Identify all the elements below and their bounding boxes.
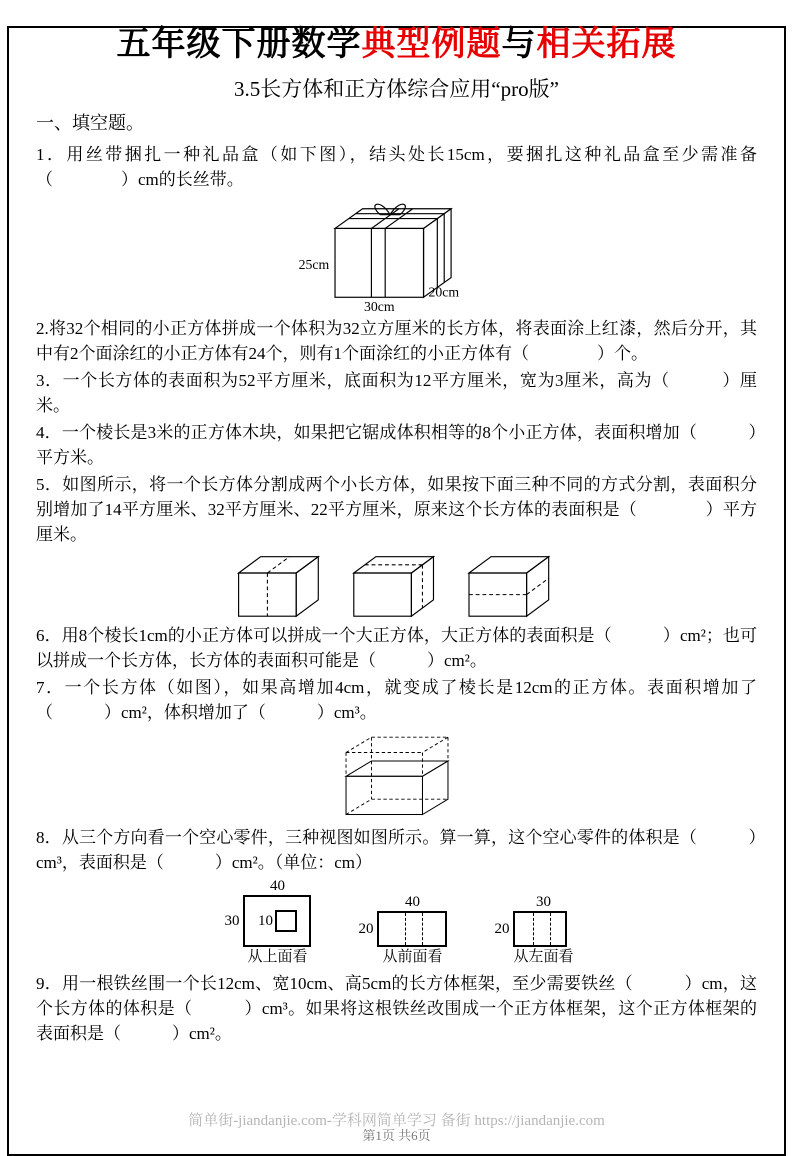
view-from-left [489,893,573,967]
cut-box-horizontal [469,557,549,617]
cut-box-depth [353,557,433,617]
view-left-dim: 20 [494,920,510,937]
problem-5-text: 5．如图所示，将一个长方体分割成两个小长方体，如果按下面三种不同的方式分割，表面积分别增加了14平方厘米、32平方厘米、22平方厘米，原来这个长方体的表面积是（ ）平方厘米。 [36,475,757,544]
view-rect [377,911,447,947]
view-left-dim: 20 [358,920,374,937]
view-top-dim: 40 [269,878,285,894]
view-from-front [353,893,447,967]
inner-hole-square [275,910,297,932]
section-heading: 一、填空题。 [36,113,144,133]
problem-1-text: 1．用丝带捆扎一种礼品盒（如下图），结头处长15cm，要捆扎这种礼品盒至少需准备（ ）cm的长丝带。 [36,145,757,189]
cut-boxes-figure [36,549,757,621]
problem-6-text: 6．用8个棱长1cm的小正方体可以拼成一个大正方体，大正方体的表面积是（ ）cm²；也可以拼成一个长方体，长方体的表面积可能是（ ）cm²。 [36,626,757,670]
problem-4-text: 4．一个棱长是3米的正方体木块，如果把它锯成体积相等的8个小正方体，表面积增加（ ）平方米。 [36,423,757,467]
problem-9-text: 9．用一根铁丝围一个长12cm、宽10cm、高5cm的长方体框架，至少需要铁丝（ ）cm，这个长方体的体积是（ ）cm³。如果将这根铁丝改围成一个正方体框架，这个正方体框架的表面积是（ ）cm²。 [36,974,757,1043]
hidden-edge-line [422,913,423,945]
giftbox-drawing [289,194,504,314]
problem-7-text: 7．一个长方体（如图），如果高增加4cm，就变成了棱长是12cm的正方体。表面积增加了（ ）cm²，体积增加了（ ）cm³。 [36,678,757,722]
cuboid-extension-figure [36,727,757,823]
cuboid-hidden-edges [346,761,448,815]
page-title [36,22,757,68]
cuboid-extension-drawing [322,727,472,823]
giftbox-height-label: 25cm [298,256,330,272]
cut-box-vertical [238,557,318,617]
view-rect [243,895,311,947]
view-rect [513,911,567,947]
giftbox-front-face [335,228,424,297]
view-caption: 从上面看 [247,949,308,965]
hidden-edge-line [405,913,406,945]
problem-2-text: 2.将32个相同的小正方体拼成一个体积为32立方厘米的长方体，将表面涂上红漆，然后分开，其中有2个面涂红的小正方体有24个，则有1个面涂红的小正方体有（ ）个。 [36,319,757,363]
cuboid-solid-edges [346,761,448,815]
three-views-figure [36,877,757,967]
title-part-red: 相关拓展 [536,26,677,63]
watermark-text: 简单街-jiandanjie.com-学科网简单学习 备街 https://jiandanjie.com [188,1113,605,1129]
view-caption: 从左面看 [513,949,574,965]
title-part-red: 典型例题 [361,26,502,63]
giftbox-length-label: 30cm [363,299,395,314]
view-top-dim: 40 [404,894,420,910]
view-from-top [219,877,311,967]
title-part-black: 五年级下册数学 [116,26,362,63]
problem-3-text: 3．一个长方体的表面积为52平方厘米，底面积为12平方厘米，宽为3厘米，高为（ ）厘米。 [36,371,757,415]
hidden-edge-line [550,913,551,945]
hidden-edge-line [533,913,534,945]
giftbox-figure [36,194,757,314]
worksheet-page [0,22,793,1046]
page-number: 第1页 共6页 [362,1128,431,1143]
title-part-black: 与 [501,26,537,63]
view-top-dim: 30 [535,894,551,910]
problem-8-text: 8．从三个方向看一个空心零件，三种视图如图所示。算一算，这个空心零件的体积是（ ）cm³，表面积是（ ）cm²。（单位：cm） [36,828,757,872]
worksheet-subtitle: 3.5长方体和正方体综合应用“pro版” [234,77,559,101]
cut-boxes-drawing [227,549,567,621]
view-inner-dim: 10 [257,912,273,929]
view-caption: 从前面看 [382,949,443,965]
view-left-dim: 30 [224,912,240,929]
giftbox-width-label: 20cm [428,284,460,300]
